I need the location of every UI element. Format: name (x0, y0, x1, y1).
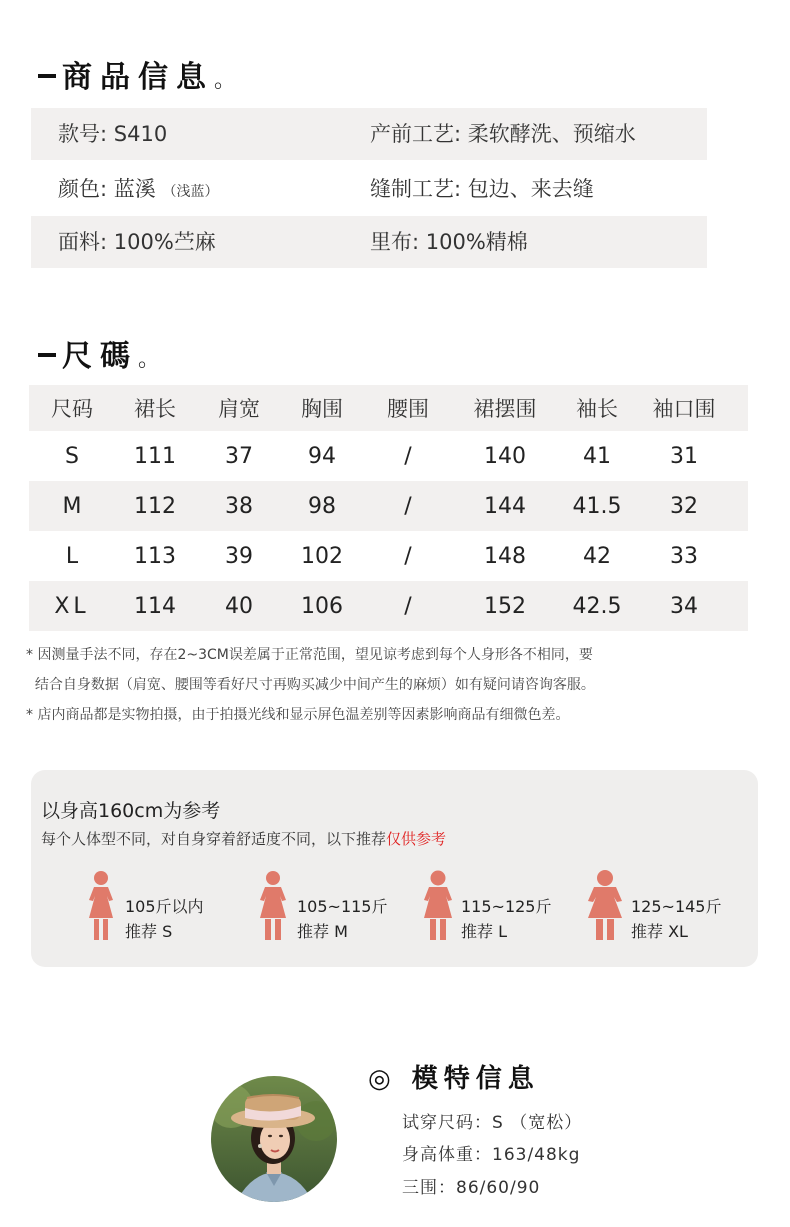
size-table (29, 385, 748, 631)
info-value: 100%精棉 (425, 230, 528, 254)
info-left: 款号: S410 (58, 122, 168, 146)
table-cell: 40 (225, 593, 253, 619)
title-dot: 。 (138, 347, 161, 372)
table-cell: 140 (484, 443, 526, 469)
table-header-cell: 胸围 (301, 397, 343, 421)
table-header-cell: 袖口围 (652, 397, 716, 421)
recommend-weight: 105~115斤 (297, 897, 388, 916)
table-cell: 113 (134, 543, 176, 569)
recommend-label (297, 894, 388, 944)
size-title (38, 331, 160, 375)
table-cell: 98 (308, 493, 336, 519)
info-value: 包边、来去缝 (467, 177, 594, 201)
note-line: * 因测量手法不同，存在2~3CM误差属于正常范围，望见谅考虑到每个人身形各不相同，要 (26, 647, 593, 663)
table-header-row (29, 385, 748, 431)
model-measurements: 三围：86/60/90 (402, 1178, 541, 1198)
info-value: 100%苎麻 (113, 230, 216, 254)
table-cell: 33 (670, 543, 698, 569)
table-cell: 114 (134, 593, 176, 619)
table-cell: 37 (225, 443, 253, 469)
info-value: 柔软酵洗、预缩水 (467, 122, 636, 146)
table-cell: XL (54, 593, 90, 619)
table-cell: 152 (484, 593, 526, 619)
recommend-size: 推荐 XL (631, 922, 688, 941)
reference-subtitle-text: 每个人体型不同，对自身穿着舒适度不同，以下推荐 (41, 830, 387, 848)
table-cell: L (65, 543, 79, 569)
table-cell: 148 (484, 543, 526, 569)
table-cell: 111 (134, 443, 176, 469)
info-label: 面料 (58, 230, 100, 254)
table-row (29, 531, 748, 581)
size-notes (26, 640, 595, 730)
woman-figure-icon (583, 870, 627, 942)
info-row (31, 108, 707, 160)
title-dash (38, 353, 56, 357)
model-height-weight: 身高体重：163/48kg (402, 1145, 581, 1165)
info-right: 里布: 100%精棉 (370, 230, 528, 254)
table-cell: 106 (301, 593, 343, 619)
info-row (31, 216, 707, 268)
title-dot: 。 (214, 68, 237, 93)
table-cell: 41.5 (572, 493, 622, 519)
reference-title: 以身高160cm为参考 (41, 800, 221, 822)
table-header-cell: 裙摆围 (473, 397, 537, 421)
reference-box (31, 770, 758, 967)
note-line: * 店内商品都是实物拍摄，由于拍摄光线和显示屏色温差别等因素影响商品有细微色差。 (26, 707, 570, 723)
table-cell: 42 (583, 543, 611, 569)
note-line: 结合自身数据（肩宽、腰围等看好尺寸再购买减少中间产生的麻烦）如有疑问请咨询客服。 (26, 677, 595, 693)
table-row (29, 481, 748, 531)
info-left: 面料: 100%苎麻 (58, 230, 216, 254)
table-header-cell: 肩宽 (218, 397, 260, 421)
reference-highlight: 仅供参考 (386, 830, 447, 848)
table-header-cell: 袖长 (576, 397, 618, 421)
table-cell: / (404, 493, 412, 519)
size-title-text: 尺碼 (62, 339, 138, 374)
table-cell: 112 (134, 493, 176, 519)
table-header-cell: 裙长 (134, 397, 176, 421)
table-cell: 31 (670, 443, 698, 469)
table-cell: / (404, 443, 412, 469)
model-trial-size: 试穿尺码：S （宽松） (402, 1113, 583, 1133)
info-label: 颜色 (58, 177, 100, 201)
table-header-cell: 腰围 (387, 397, 429, 421)
product-info-title (38, 52, 236, 96)
product-info-title-text: 商品信息 (62, 60, 214, 95)
recommend-size: 推荐 L (461, 922, 508, 941)
table-cell: 102 (301, 543, 343, 569)
model-photo (211, 1076, 337, 1202)
table-cell: S (65, 443, 79, 469)
title-dash (38, 74, 56, 78)
table-cell: 38 (225, 493, 253, 519)
recommend-label (631, 894, 722, 944)
recommend-weight: 125~145斤 (631, 897, 722, 916)
woman-figure-icon (419, 870, 457, 942)
info-note: （浅蓝） (162, 184, 219, 200)
recommend-label (461, 894, 552, 944)
recommend-weight: 105斤以内 (125, 897, 204, 916)
table-cell: 34 (670, 593, 698, 619)
table-row (29, 581, 748, 631)
info-right: 缝制工艺: 包边、来去缝 (370, 177, 594, 201)
table-cell: 39 (225, 543, 253, 569)
woman-figure-icon (255, 870, 291, 942)
table-cell: 144 (484, 493, 526, 519)
recommend-weight: 115~125斤 (461, 897, 552, 916)
recommend-size: 推荐 S (125, 922, 173, 941)
table-cell: / (404, 543, 412, 569)
table-header-cell: 尺码 (51, 397, 93, 421)
model-info-title: ◎ 模特信息 (368, 1064, 540, 1094)
info-label: 里布 (370, 230, 412, 254)
table-cell: 94 (308, 443, 336, 469)
table-cell: M (62, 493, 82, 519)
woman-figure-icon (83, 870, 119, 942)
table-row (29, 431, 748, 481)
info-label: 产前工艺 (370, 122, 454, 146)
reference-subtitle (41, 828, 446, 849)
table-cell: / (404, 593, 412, 619)
info-value: 蓝溪 (113, 177, 156, 201)
table-cell: 32 (670, 493, 698, 519)
table-cell: 42.5 (572, 593, 622, 619)
info-value: S410 (113, 122, 168, 146)
info-label: 缝制工艺 (370, 177, 454, 201)
info-label: 款号 (58, 122, 100, 146)
info-right: 产前工艺: 柔软酵洗、预缩水 (370, 122, 636, 146)
recommend-label (125, 894, 204, 944)
info-row (31, 163, 707, 215)
info-left: 颜色: 蓝溪 （浅蓝） (58, 177, 219, 201)
recommend-size: 推荐 M (297, 922, 348, 941)
table-cell: 41 (583, 443, 611, 469)
